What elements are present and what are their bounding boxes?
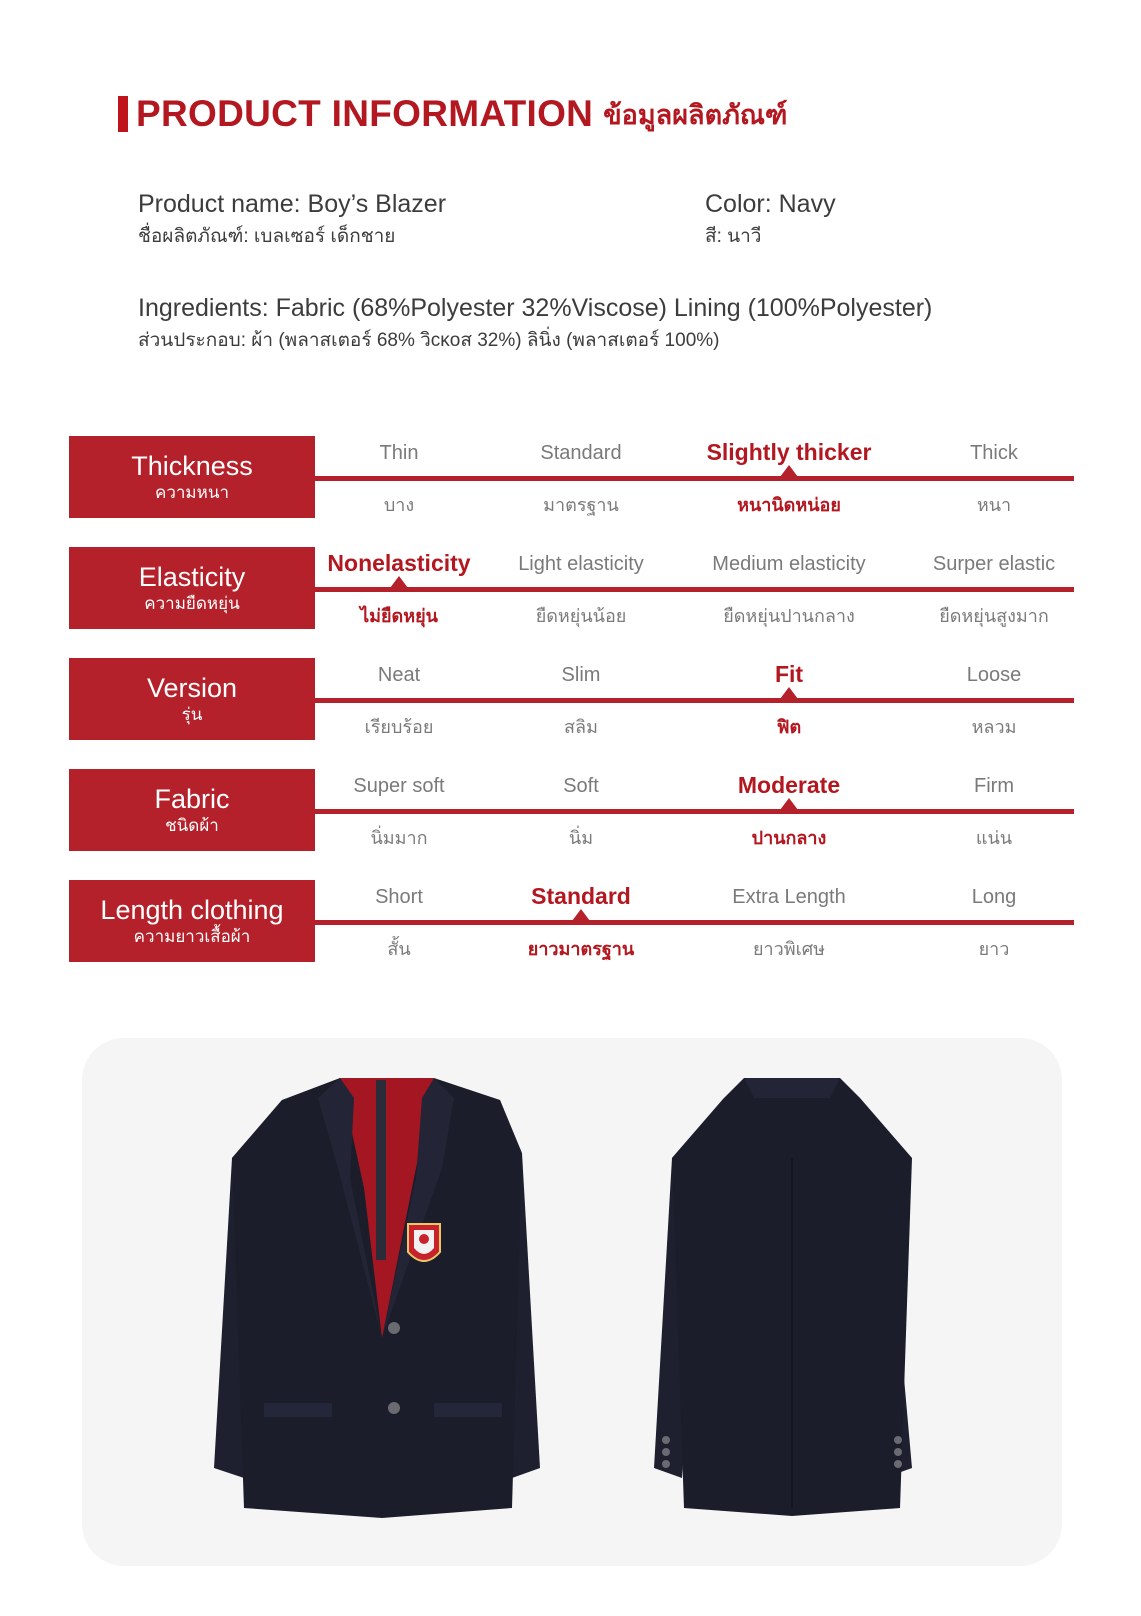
product-name-en: Product name: Boy’s Blazer [138,190,447,218]
attribute-option-en: Slightly thicker [706,439,872,465]
selected-marker-icon [777,798,801,814]
attribute-label-en: Length clothing [100,895,284,925]
attribute-option [481,769,681,851]
attribute-option [299,769,499,851]
product-name [138,190,446,251]
selected-marker-icon [387,576,411,592]
product-color [705,190,836,251]
attribute-option-en: Long [971,886,1017,908]
attribute-option-th: สั้น [387,939,411,959]
product-ingredients-en: Ingredients: Fabric (68%Polyester 32%Viscose) Lining (100%Polyester) [138,294,933,322]
attribute-option-en: Nonelasticity [327,550,471,576]
heading-title: PRODUCT INFORMATION [136,93,594,134]
product-ingredients-th: ส่วนประกอบ: ผ้า (พลาสเตอร์ 68% วิсκоส 32%) ลินิ่ง (พลาสเตอร์ 100%) [138,330,720,351]
attribute-option-th: ไม่ยืดหยุ่น [360,606,438,626]
attribute-option-en: Short [375,886,423,908]
attribute-option [894,436,1094,518]
attribute-option-th: บาง [383,495,415,515]
attribute-option [894,769,1094,851]
attribute-option [894,880,1094,962]
attribute-label [69,769,315,851]
attribute-option-en: Fit [774,661,804,687]
attribute-option-th: ยาวมาตรฐาน [527,939,635,959]
attribute-option-th: นิ่ม [568,828,594,848]
heading-accent-bar [118,96,128,132]
product-name-th: ชื่อผลิตภัณฑ์: เบลเซอร์ เด็กชาย [138,226,396,247]
attribute-option-th: ยืดหยุ่นปานกลาง [723,606,855,626]
attribute-option-en: Thick [970,442,1018,464]
heading-title-thai: ข้อมูลผลิตภัณฑ์ [603,99,788,130]
attribute-option [481,547,681,629]
attribute-row-elasticity [69,547,1074,629]
attribute-option [689,547,889,629]
attribute-option-en: Super soft [353,775,445,797]
attribute-label-th: รุ่น [181,705,203,724]
attribute-option-th: นิ่มมาก [370,828,428,848]
attribute-option [894,658,1094,740]
attribute-option [481,436,681,518]
attribute-option-th: ยืดหยุ่นน้อย [535,606,627,626]
attribute-row-thickness [69,436,1074,518]
attribute-label [69,436,315,518]
attribute-option [689,658,889,740]
attribute-option-th: สลิม [564,717,598,737]
school-crest [408,1224,440,1261]
selected-marker-icon [777,687,801,703]
product-ingredients [138,294,932,355]
attribute-option [894,547,1094,629]
attribute-option-en: Thin [379,442,419,464]
attribute-label-th: ความหนา [154,483,230,502]
attribute-option [299,436,499,518]
attribute-option [689,880,889,962]
attribute-option-en: Standard [531,883,631,909]
attribute-row-fabric [69,769,1074,851]
attribute-option-th: ยาวพิเศษ [752,939,826,959]
attribute-option [299,547,499,629]
section-heading [118,92,787,136]
attribute-option-th: หลวม [971,717,1017,737]
attribute-option-th: หนา [976,495,1012,515]
blazer-back-image [654,1078,912,1516]
attribute-option-en: Standard [540,442,622,464]
attribute-label-en: Version [146,673,238,703]
attribute-option-th: มาตรฐาน [543,495,619,515]
attribute-option-en: Neat [377,664,421,686]
attribute-row-version [69,658,1074,740]
attribute-label-en: Elasticity [138,562,246,592]
attribute-option [299,658,499,740]
attribute-option-en: Medium elasticity [712,553,866,575]
blazer-photos [82,1038,1062,1566]
attribute-label-en: Fabric [154,784,230,814]
selected-marker-icon [777,465,801,481]
attribute-option-en: Extra Length [732,886,846,908]
attribute-option-en: Moderate [737,772,841,798]
attribute-option [689,769,889,851]
attribute-option-th: แน่น [975,828,1013,848]
attribute-option-th: หนานิดหน่อย [737,495,841,515]
attribute-label-th: ความยาวเสื้อผ้า [133,927,251,946]
attribute-option-en: Slim [561,664,601,686]
attribute-option-th: ฟิต [776,717,802,737]
attribute-label [69,880,315,962]
attribute-option-th: ยืดหยุ่นสูงมาก [939,606,1049,626]
attribute-row-length [69,880,1074,962]
attribute-option-th: เรียบร้อย [364,717,434,737]
attribute-option-en: Surper elastic [932,553,1056,575]
attribute-option-en: Loose [966,664,1022,686]
attribute-option [481,880,681,962]
attribute-label-th: ชนิดผ้า [165,816,219,835]
attribute-option-en: Firm [974,775,1014,797]
attribute-option [689,436,889,518]
attribute-label-en: Thickness [131,451,253,481]
selected-marker-icon [569,909,593,925]
attribute-label-th: ความยืดหยุ่น [144,594,240,613]
attribute-option-th: ยาว [978,939,1010,959]
product-color-th: สี: นาวี [705,226,762,247]
attribute-option [481,658,681,740]
blazer-front-image [214,1078,540,1518]
product-photo-panel [82,1038,1062,1566]
attribute-label [69,547,315,629]
attribute-option [299,880,499,962]
attribute-option-en: Soft [563,775,599,797]
product-color-en: Color: Navy [705,190,836,218]
attribute-option-th: ปานกลาง [751,828,827,848]
attribute-option-en: Light elasticity [518,553,644,575]
attribute-label [69,658,315,740]
